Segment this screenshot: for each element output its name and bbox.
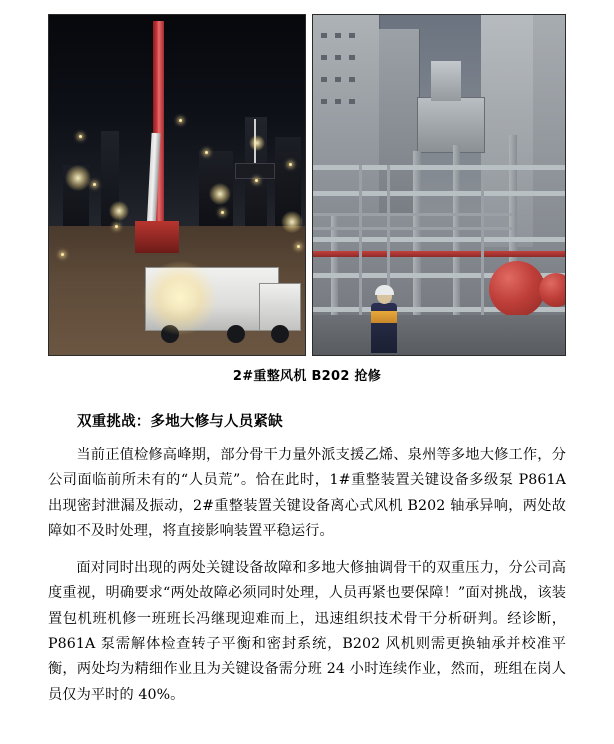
light-point xyxy=(93,183,96,186)
pipe-run xyxy=(313,191,565,196)
truck-cab xyxy=(259,283,301,331)
building-window xyxy=(321,33,327,38)
work-light-glow xyxy=(281,211,303,233)
light-point xyxy=(205,151,208,154)
air-duct-stack xyxy=(431,61,461,101)
figure-caption: 2#重整风机 B202 抢修 xyxy=(232,369,382,384)
building-window xyxy=(335,99,341,104)
section-subheading: 双重挑战：多地大修与人员紧缺 xyxy=(77,414,283,430)
work-light-glow xyxy=(109,201,129,221)
pipe-run xyxy=(313,237,565,242)
light-point xyxy=(297,245,300,248)
photo-plant-daytime xyxy=(312,14,566,356)
building-window xyxy=(349,33,355,38)
building-window xyxy=(335,77,341,82)
suspended-load xyxy=(235,163,275,179)
work-light-glow xyxy=(209,183,231,205)
building-window xyxy=(349,99,355,104)
worker-vest xyxy=(371,311,397,323)
photo-row xyxy=(48,14,566,356)
work-light-glow xyxy=(65,165,91,191)
building-window xyxy=(349,77,355,82)
paragraph-2: 面对同时出现的两处关键设备故障和多地大修抽调骨干的双重压力，分公司高度重视，明确要求“两处故障必须同时处理，人员再紧也要保障！”面对挑战，该装置包机班机修一班班长冯继现迎难而上，迅速组织技术骨干分析研判。经诊断，P861A 泵需解体检查转子平衡和密封系统，B202 风机则需更换轴承并校准平衡，两处均为精细作业且为关键设备需分班 24 小时连续作业，然而，班组在岗人员仅为平时的 40%。 xyxy=(48,560,566,703)
worker-helmet xyxy=(375,285,394,295)
light-point xyxy=(289,163,292,166)
work-light-glow xyxy=(249,135,265,151)
scaffold-post xyxy=(481,175,484,335)
plant-building xyxy=(533,15,566,261)
spherical-tank xyxy=(489,261,545,317)
air-duct xyxy=(417,97,485,153)
truck-wheel xyxy=(271,325,289,343)
truck-wheel xyxy=(227,325,245,343)
spherical-tank xyxy=(539,273,566,307)
light-point xyxy=(79,135,82,138)
light-point xyxy=(115,225,118,228)
photo-night-crane xyxy=(48,14,306,356)
light-point xyxy=(221,211,224,214)
light-point xyxy=(61,253,64,256)
building-window xyxy=(321,55,327,60)
building-window xyxy=(321,99,327,104)
building-window xyxy=(349,55,355,60)
light-point xyxy=(179,119,182,122)
work-light-glow xyxy=(143,261,217,335)
plant-ground xyxy=(313,315,565,355)
pipe-run xyxy=(313,165,565,170)
building-window xyxy=(321,77,327,82)
paragraph-1: 当前正值检修高峰期，部分骨干力量外派支援乙烯、泉州等多地大修工作，分公司面临前所未有的“人员荒”。恰在此时，1#重整装置关键设备多级泵 P861A 出现密封泄漏及振动，2#重整装置关键设备离心式风机 B202 轴承异响，两处故障如不及时处理，将直接影响装置平稳运行。 xyxy=(48,447,566,539)
building-window xyxy=(335,55,341,60)
light-point xyxy=(255,179,258,182)
red-pipe-run xyxy=(313,251,565,257)
building-window xyxy=(335,33,341,38)
plant-building xyxy=(313,15,380,215)
figure-block xyxy=(48,14,566,384)
crane-base xyxy=(135,221,179,253)
